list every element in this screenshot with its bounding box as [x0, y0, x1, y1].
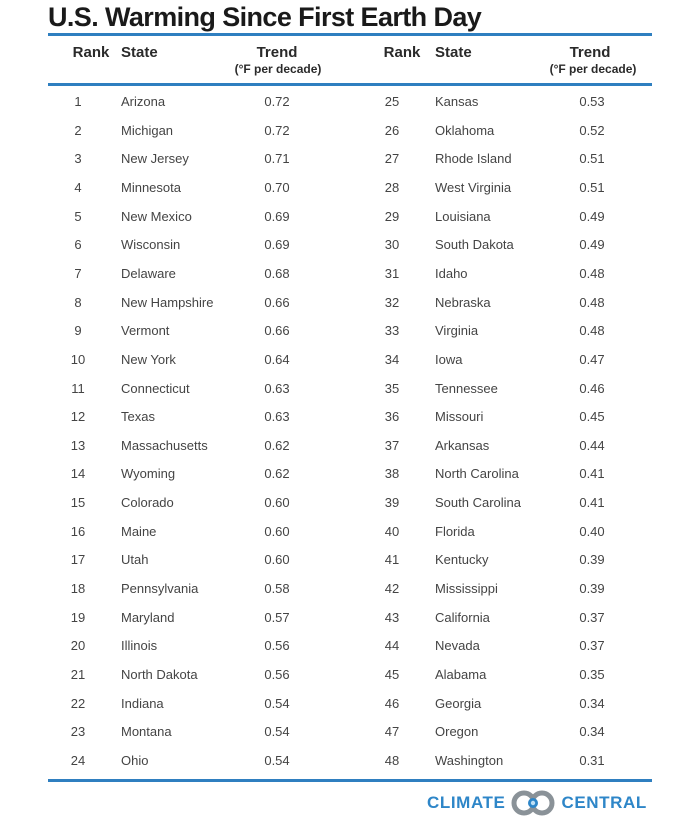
state-cell: New Mexico [121, 208, 192, 224]
rank-cell: 1 [74, 94, 82, 109]
rank-cell: 23 [70, 724, 86, 740]
rank-cell: 18 [70, 581, 86, 597]
state-cell: Kentucky [435, 552, 489, 568]
rank-cell: 38 [384, 466, 400, 482]
state-cell: Colorado [121, 495, 174, 511]
state-cell: Pennsylvania [121, 581, 199, 597]
trend-cell: 0.64 [264, 351, 290, 367]
rank-cell: 33 [384, 323, 400, 339]
trend-cell: 0.53 [579, 94, 605, 109]
state-cell: Idaho [435, 265, 468, 281]
trend-cell: 0.66 [264, 323, 290, 339]
rank-cell: 35 [384, 380, 400, 396]
state-cell: North Carolina [435, 466, 519, 482]
trend-cell: 0.54 [264, 752, 290, 768]
trend-cell: 0.47 [579, 351, 605, 367]
trend-cell: 0.46 [579, 380, 605, 396]
trend-cell: 0.60 [264, 495, 290, 511]
rank-cell: 34 [384, 351, 400, 367]
rank-cell: 37 [384, 437, 400, 453]
state-cell: Maryland [121, 609, 175, 625]
rank-cell: 19 [70, 609, 86, 625]
rank-cell: 20 [70, 638, 86, 654]
rank-cell: 26 [384, 122, 400, 138]
trend-cell: 0.40 [579, 523, 605, 539]
trend-cell: 0.68 [264, 265, 290, 281]
state-cell: Kansas [435, 94, 479, 109]
header-state-right: State [435, 44, 472, 61]
header-trend-unit-right: (°F per decade) [549, 62, 637, 76]
state-cell: Oklahoma [435, 122, 495, 138]
state-cell: Maine [121, 523, 157, 539]
rank-cell: 46 [384, 695, 400, 711]
state-cell: Missouri [435, 409, 484, 425]
state-cell: Iowa [435, 351, 463, 367]
rank-cell: 16 [70, 523, 86, 539]
bottom-rule [48, 779, 652, 782]
state-cell: South Dakota [435, 237, 514, 253]
rank-cell: 25 [384, 94, 400, 109]
state-cell: Illinois [121, 638, 158, 654]
top-rule [48, 33, 652, 36]
rank-cell: 42 [384, 581, 400, 597]
trend-cell: 0.52 [579, 122, 605, 138]
rank-cell: 39 [384, 495, 400, 511]
trend-cell: 0.48 [579, 265, 605, 281]
state-cell: Georgia [435, 695, 482, 711]
state-cell: Wisconsin [121, 237, 181, 253]
header-trend-left: Trend [256, 44, 298, 61]
state-cell: New Hampshire [121, 294, 214, 310]
state-cell: Connecticut [121, 380, 190, 396]
state-cell: North Dakota [121, 667, 198, 682]
trend-cell: 0.51 [579, 151, 605, 167]
trend-cell: 0.57 [264, 609, 290, 625]
rank-cell: 32 [384, 294, 400, 310]
rank-cell: 4 [74, 179, 82, 195]
trend-cell: 0.48 [579, 323, 605, 339]
trend-cell: 0.34 [579, 695, 605, 711]
state-cell: Arkansas [435, 437, 490, 453]
state-cell: Montana [121, 724, 172, 740]
state-cell: Oregon [435, 724, 479, 740]
trend-cell: 0.72 [264, 94, 290, 109]
trend-cell: 0.72 [264, 122, 290, 138]
trend-cell: 0.54 [264, 695, 290, 711]
rank-cell: 24 [70, 752, 86, 768]
trend-cell: 0.56 [264, 667, 290, 682]
state-cell: California [435, 609, 490, 625]
trend-cell: 0.37 [579, 638, 605, 654]
rank-cell: 41 [384, 552, 400, 568]
state-cell: New York [121, 351, 176, 367]
rank-cell: 29 [384, 208, 400, 224]
rank-cell: 7 [74, 265, 82, 281]
trend-cell: 0.44 [579, 437, 605, 453]
rank-cell: 40 [384, 523, 400, 539]
trend-cell: 0.37 [579, 609, 605, 625]
rank-cell: 6 [74, 237, 82, 253]
trend-cell: 0.63 [264, 409, 290, 425]
trend-cell: 0.62 [264, 466, 290, 482]
trend-cell: 0.41 [579, 466, 605, 482]
state-cell: West Virginia [435, 179, 512, 195]
trend-cell: 0.69 [264, 208, 290, 224]
state-cell: Minnesota [121, 179, 181, 195]
header-trend-unit-left: (°F per decade) [234, 62, 322, 76]
header-trend-right: Trend [569, 44, 611, 61]
trend-cell: 0.41 [579, 495, 605, 511]
rank-cell: 2 [74, 122, 82, 138]
trend-cell: 0.70 [264, 179, 290, 195]
rank-cell: 28 [384, 179, 400, 195]
rank-cell: 15 [70, 495, 86, 511]
rank-cell: 9 [74, 323, 82, 339]
rank-cell: 8 [74, 294, 82, 310]
trend-cell: 0.51 [579, 179, 605, 195]
state-cell: Delaware [121, 265, 176, 281]
header-rank-left: Rank [72, 44, 110, 61]
trend-cell: 0.48 [579, 294, 605, 310]
rank-cell: 44 [384, 638, 400, 654]
state-cell: Wyoming [121, 466, 176, 482]
trend-cell: 0.39 [579, 581, 605, 597]
trend-cell: 0.54 [264, 724, 290, 740]
state-cell: Louisiana [435, 208, 491, 224]
state-cell: Rhode Island [435, 151, 512, 167]
trend-cell: 0.34 [579, 724, 605, 740]
rank-cell: 5 [74, 208, 82, 224]
rank-cell: 43 [384, 609, 400, 625]
state-cell: South Carolina [435, 495, 521, 511]
rank-cell: 11 [71, 380, 85, 396]
rank-cell: 17 [70, 552, 86, 568]
rank-cell: 47 [384, 724, 400, 740]
trend-cell: 0.56 [264, 638, 290, 654]
state-cell: Michigan [121, 122, 174, 138]
rank-cell: 22 [70, 695, 86, 711]
trend-cell: 0.39 [579, 552, 605, 568]
rank-cell: 21 [70, 667, 86, 682]
state-cell: Utah [121, 552, 149, 568]
trend-cell: 0.66 [264, 294, 290, 310]
state-cell: Vermont [121, 323, 170, 339]
rank-cell: 31 [384, 265, 400, 281]
header-rule [48, 83, 652, 86]
trend-cell: 0.60 [264, 523, 290, 539]
state-cell: Indiana [121, 695, 164, 711]
state-cell: Alabama [435, 667, 487, 682]
trend-cell: 0.31 [579, 752, 605, 768]
state-cell: Texas [121, 409, 155, 425]
state-cell: Virginia [435, 323, 479, 339]
linked-rings-icon [509, 790, 557, 816]
state-cell: Mississippi [435, 581, 498, 597]
rank-cell: 13 [70, 437, 86, 453]
state-cell: New Jersey [121, 151, 189, 167]
state-cell: Florida [435, 523, 475, 539]
state-cell: Washington [435, 752, 504, 768]
rank-cell: 36 [384, 409, 400, 425]
state-cell: Ohio [121, 752, 149, 768]
rank-cell: 12 [70, 409, 86, 425]
trend-cell: 0.35 [579, 667, 605, 682]
rank-cell: 3 [74, 151, 82, 167]
trend-cell: 0.58 [264, 581, 290, 597]
state-cell: Arizona [121, 94, 166, 109]
rank-cell: 14 [70, 466, 86, 482]
trend-cell: 0.60 [264, 552, 290, 568]
header-state-left: State [121, 44, 158, 61]
trend-cell: 0.63 [264, 380, 290, 396]
rank-cell: 27 [384, 151, 400, 167]
state-cell: Massachusetts [121, 437, 208, 453]
logo-text-right: CENTRAL [561, 793, 647, 812]
trend-cell: 0.71 [264, 151, 290, 167]
state-cell: Nevada [435, 638, 480, 654]
rank-cell: 10 [70, 351, 86, 367]
state-cell: Nebraska [435, 294, 491, 310]
rank-cell: 45 [384, 667, 400, 682]
page-title: U.S. Warming Since First Earth Day [48, 2, 482, 32]
trend-cell: 0.49 [579, 237, 605, 253]
climate-central-logo [427, 790, 647, 816]
rank-cell: 48 [384, 752, 400, 768]
logo-text-left: CLIMATE [427, 793, 506, 812]
trend-cell: 0.45 [579, 409, 605, 425]
header-rank-right: Rank [383, 44, 421, 61]
state-cell: Tennessee [435, 380, 498, 396]
trend-cell: 0.49 [579, 208, 605, 224]
rank-cell: 30 [384, 237, 400, 253]
trend-cell: 0.69 [264, 237, 290, 253]
trend-cell: 0.62 [264, 437, 290, 453]
